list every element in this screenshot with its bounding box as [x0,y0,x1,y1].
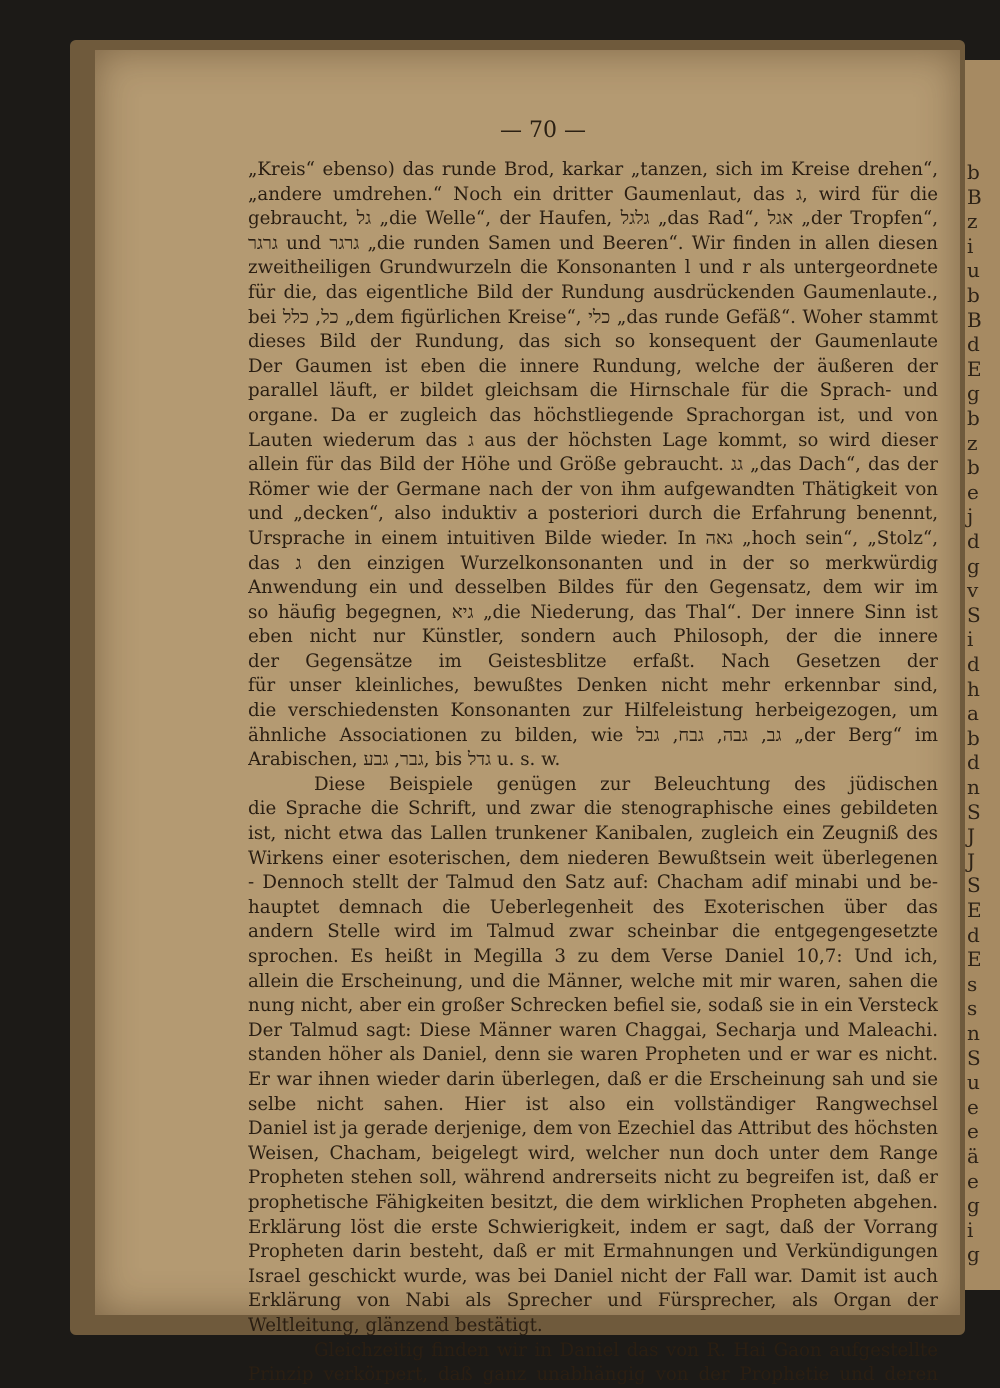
text-line: so häufig begegnen, גיא „die Niederung, das Thal“. Der innere Sinn ist [248,601,938,623]
facing-page-fragment: e [967,1094,979,1119]
text-line: prophetische Fähigkeiten besitzt, die dem wirklichen Propheten abgehen. [248,1191,938,1213]
facing-page-fragment: S [967,602,981,627]
facing-page-fragment: E [967,947,982,972]
text-line: „Kreis“ ebenso) das runde Brod, karkar „tanzen, sich im Kreise drehen“, [248,159,938,180]
text-line: gebraucht, גל „die Welle“, der Haufen, גלגל „das Rad“, אגל „der Tropfen“, [248,208,938,230]
text-line: parallel läuft, er bildet gleichsam die Hirnschale für die Sprach- und [248,380,938,402]
facing-page-fragment: n [967,775,980,799]
text-line: organe. Da er zugleich das höchstliegende Sprachorgan ist, und von [248,404,938,426]
text-line: Weltleitung, glänzend bestätigt. [248,1314,543,1336]
text-line: bei כל, כלל „dem figürlichen Kreise“, כלי „das runde Gefäß“. Woher stammt [248,306,938,328]
text-line: hauptet demnach die Ueberlegenheit des Exoterischen über das [248,896,938,918]
facing-page-fragment: z [967,430,978,455]
text-line: Römer wie der Germane nach der von ihm aufgewandten Thätigkeit von [248,478,938,500]
facing-page-fragment: h [967,676,980,701]
text-line: Erklärung von Nabi als Sprecher und Fürsprecher, als Organ der [248,1290,938,1312]
text-line: standen höher als Daniel, denn sie waren Propheten und er war es nicht. [248,1044,938,1066]
text-line: Wirkens einer esoterischen, dem niederen Bewußtsein weit überlegenen [248,847,938,869]
text-line: - Dennoch stellt der Talmud den Satz auf: Chacham adif minabi und be- [248,872,938,894]
text-line: Der Gaumen ist eben die innere Rundung, welche der äußeren der [248,355,938,377]
text-line: für die, das eigentliche Bild der Rundung ausdrückenden Gaumenlaute., [248,281,938,303]
text-line: גרגר und גרגר „die runden Samen und Beeren“. Wir finden in allen diesen [248,232,938,254]
text-line: sprochen. Es heißt in Megilla 3 zu dem Verse Daniel 10,7: Und ich, [248,946,938,967]
facing-page-fragment: d [967,922,980,947]
text-line: andern Stelle wird im Talmud zwar scheinbar die entgegengesetzte [248,921,938,943]
text-line: Er war ihnen wieder darin überlegen, daß er die Erscheinung sah und sie [248,1068,938,1090]
facing-page-fragment: b [967,725,980,750]
facing-page-fragment: u [967,1070,980,1095]
facing-page-fragment: a [967,701,979,726]
facing-page-fragment: S [967,873,981,898]
text-line: Erklärung löst die erste Schwierigkeit, indem er sagt, daß der Vorrang [248,1216,938,1238]
text-line: Gleichzeitig finden wir in Daniel das von R. Hai Gaon aufgestellte [314,1339,938,1361]
text-line: selbe nicht sahen. Hier ist also ein vollständiger Rangwechsel [248,1093,938,1115]
facing-page-fragment: i [967,627,974,652]
facing-page-fragment: g [967,553,980,578]
text-line: Anwendung ein und desselben Bildes für den Gegensatz, dem wir im [248,577,938,599]
text-line: das ג den einzigen Wurzelkonsonanten und in der so merkwürdig [248,552,938,574]
text-line: Prinzip verkörpert, daß ganz unabhängig von der Prophetie und deren [248,1364,938,1386]
text-line: Diese Beispiele genügen zur Beleuchtung des jüdischen [314,773,938,795]
text-line: Propheten darin besteht, daß er mit Ermahnungen und Verkündigungen [248,1241,938,1263]
facing-page-fragment: i [967,1217,974,1242]
text-line: Ursprache in einem intuitiven Bilde wieder. In גאה „hoch sein“, „Stolz“, [248,527,938,549]
text-line: Propheten stehen soll, während andrerseits nicht zu begreifen ist, daß er [248,1167,938,1189]
facing-page-fragment: z [967,209,978,234]
text-line: Arabischen, גבר, גבע, bis גדל u. s. w. [248,749,561,771]
facing-page-fragment: g [967,1242,980,1267]
facing-page-fragment: J [967,824,976,849]
text-line: Weisen, Chacham, beigelegt wird, welcher nun doch unter dem Range [248,1142,938,1164]
facing-page-fragment: b [967,455,980,480]
facing-page-fragment: B [967,307,982,332]
facing-page-fragment: d [967,529,980,553]
facing-page-fragment: e [967,1168,979,1193]
facing-page-fragment: s [967,971,978,996]
text-line: für unser kleinliches, bewußtes Denken nicht mehr erkennbar sind, [248,675,938,697]
text-line: zweitheiligen Grundwurzeln die Konsonanten l und r als untergeordnete [248,257,938,279]
facing-page-fragment: j [967,504,974,529]
facing-page-fragment: e [967,479,979,504]
facing-page-fragment: d [967,652,980,676]
facing-page-fragment: u [967,258,980,283]
facing-page-fragment: d [967,750,980,775]
text-line: nung nicht, aber ein großer Schrecken befiel sie, sodaß sie in ein Versteck [248,995,938,1017]
facing-page-fragment: S [967,1045,981,1070]
text-line: und „decken“, also induktiv a posteriori durch die Erfahrung benennt, [248,503,938,525]
facing-page-fragment: ä [967,1144,979,1168]
text-line: Lauten wiederum das ג aus der höchsten Lage kommt, so wird dieser [248,429,938,451]
facing-page-fragment: b [967,406,980,430]
page-text [248,158,938,1388]
text-line: die Sprache die Schrift, und zwar die stenographische eines gebildeten [248,798,938,820]
facing-page-fragment: e [967,1119,979,1144]
text-line: ist, nicht etwa das Lallen trunkener Kanibalen, zugleich ein Zeugniß des [248,823,938,845]
text-line: die verschiedensten Konsonanten zur Hilfeleistung herbeigezogen, um [248,700,938,722]
facing-page-fragment: g [967,1193,980,1218]
facing-page-fragment: v [967,578,979,603]
facing-page-fragment: i [967,233,974,258]
page-number: — 70 — [500,118,586,143]
text-line: „andere umdrehen.“ Noch ein dritter Gaumenlaut, das ג, wird für die [248,183,938,205]
facing-page-fragment: b [967,283,980,307]
text-line: allein für das Bild der Höhe und Größe gebraucht. גג „das Dach“, das der [248,454,938,476]
text-line: der Gegensätze im Geistesblitze erfaßt. Nach Gesetzen der [248,650,938,672]
facing-page-fragment: S [967,799,981,824]
facing-page-fragment: g [967,381,980,406]
facing-page-fragment: d [967,332,980,357]
facing-page-fragment: s [967,996,978,1021]
text-line: eben nicht nur Künstler, sondern auch Philosoph, der die innere [248,626,938,648]
text-line: dieses Bild der Rundung, das sich so konsequent der Gaumenlaute [248,331,938,353]
facing-page-edge [965,60,1000,1290]
text-line: Daniel ist ja gerade derjenige, dem von Ezechiel das Attribut des höchsten [248,1118,938,1140]
facing-page-fragment: B [967,184,982,209]
text-line: Israel geschickt wurde, was bei Daniel nicht der Fall war. Damit ist auch [248,1265,938,1287]
text-line: allein die Erscheinung, und die Männer, welche mit mir waren, sahen die [248,970,938,992]
facing-page-fragment: E [967,898,982,922]
facing-page-fragment: b [967,160,980,184]
text-line: Der Talmud sagt: Diese Männer waren Chaggai, Secharja und Maleachi. [248,1019,938,1041]
text-line: ähnliche Associationen zu bilden, wie גב, גבה, גבח, גבל „der Berg“ im [248,724,938,746]
facing-page-fragment: E [967,356,982,381]
facing-page-fragment: J [967,848,976,873]
facing-page-fragment: n [967,1021,980,1045]
